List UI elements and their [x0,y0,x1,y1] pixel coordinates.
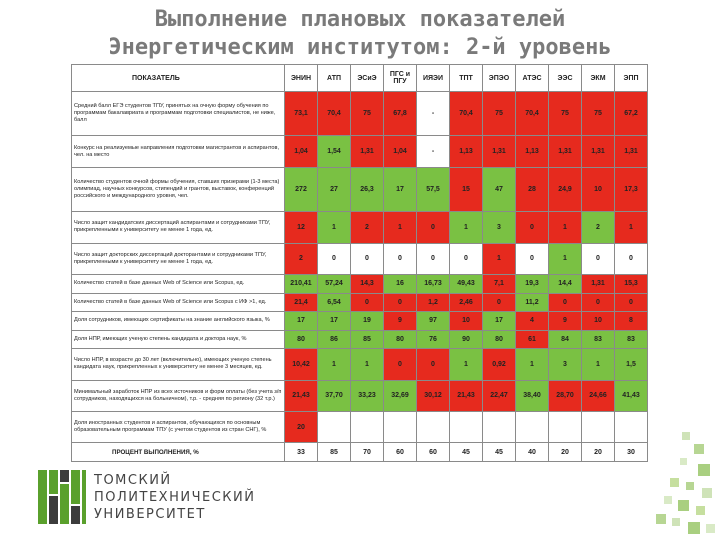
header-col-5: ИЯЭИ [417,65,450,92]
footer-value-cell: 60 [384,443,417,462]
value-cell [318,411,351,442]
university-logo [36,468,88,526]
value-cell: 1 [384,212,417,243]
value-cell: 28,70 [549,380,582,411]
value-cell: 24,66 [582,380,615,411]
value-cell: 0 [483,293,516,312]
value-cell: 3 [549,349,582,380]
value-cell: 28 [516,167,549,211]
value-cell: 97 [417,312,450,331]
value-cell: 0 [318,243,351,274]
value-cell: 86 [318,330,351,349]
header-col-4: ПГС и ПГУ [384,65,417,92]
value-cell: 1,2 [417,293,450,312]
table-row [72,312,648,331]
value-cell: 8 [615,312,648,331]
value-cell: 1,04 [285,136,318,167]
value-cell: 272 [285,167,318,211]
value-cell: 1 [351,349,384,380]
table-row [72,330,648,349]
title-line-2: Энергетическим институтом: 2-й уровень [108,35,612,60]
row-label: Доля НПР, имеющих ученую степень кандидата и доктора наук, % [72,330,285,349]
header-col-10: ЭКМ [582,65,615,92]
value-cell: 2 [285,243,318,274]
value-cell: 80 [285,330,318,349]
value-cell: 4 [516,312,549,331]
value-cell: 9 [549,312,582,331]
value-cell: 1 [318,349,351,380]
value-cell: 75 [483,92,516,136]
value-cell: 2 [351,212,384,243]
value-cell: - [417,92,450,136]
footer-row [72,443,648,462]
value-cell: 210,41 [285,275,318,294]
value-cell [351,411,384,442]
footer-value-cell: 33 [285,443,318,462]
footer-value-cell: 20 [582,443,615,462]
footer-value-cell: 40 [516,443,549,462]
value-cell: 47 [483,167,516,211]
value-cell: 0,92 [483,349,516,380]
value-cell: 17 [285,312,318,331]
value-cell: 17,3 [615,167,648,211]
value-cell: 61 [516,330,549,349]
footer-value-cell: 60 [417,443,450,462]
value-cell: 9 [384,312,417,331]
value-cell: 57,24 [318,275,351,294]
value-cell: 0 [516,212,549,243]
value-cell: 0 [450,243,483,274]
header-col-3: ЭСиЭ [351,65,384,92]
footer-value-cell: 45 [450,443,483,462]
table-row [72,243,648,274]
value-cell: 73,1 [285,92,318,136]
title-line-1: Выполнение плановых показателей [154,7,566,32]
value-cell: 1,5 [615,349,648,380]
value-cell [549,411,582,442]
row-label: Число защит кандидатских диссертаций аспирантами и сотрудниками ТПУ, прикрепленными к университету не менее 1 года, ед. [72,212,285,243]
value-cell: 0 [615,293,648,312]
value-cell: 67,2 [615,92,648,136]
value-cell [483,411,516,442]
value-cell [417,411,450,442]
value-cell: 80 [483,330,516,349]
value-cell: 27 [318,167,351,211]
value-cell: 1 [318,212,351,243]
value-cell [582,411,615,442]
value-cell: 0 [351,243,384,274]
value-cell: 41,43 [615,380,648,411]
row-label: Доля сотрудников, имеющих сертификаты на знание английского языка, % [72,312,285,331]
value-cell: 0 [351,293,384,312]
value-cell: 2,46 [450,293,483,312]
indicators-table-wrap [71,64,647,462]
value-cell: 11,2 [516,293,549,312]
table-row [72,411,648,442]
row-label: Средний балл ЕГЭ студентов ТПУ, принятых на очную форму обучения по программам бакалавриата и программам подготовки специалистов, не ниже, балл [72,92,285,136]
footer-value-cell: 70 [351,443,384,462]
value-cell: 38,40 [516,380,549,411]
value-cell: 21,43 [450,380,483,411]
table-row [72,349,648,380]
value-cell: 1 [549,243,582,274]
table-header-row [72,65,648,92]
footer-value-cell: 30 [615,443,648,462]
university-line-1: ТОМСКИЙ [94,473,172,488]
header-col-1: ЭНИН [285,65,318,92]
university-line-2: ПОЛИТЕХНИЧЕСКИЙ [94,490,256,505]
value-cell: 1,31 [351,136,384,167]
value-cell: 32,69 [384,380,417,411]
value-cell: 70,4 [450,92,483,136]
header-col-6: ТПТ [450,65,483,92]
footer-value-cell: 85 [318,443,351,462]
row-label: Количество студентов очной формы обучения, ставших призерами (1-3 места) олимпиад, научных конкурсов, стипендий и грантов, выставок, конференций российского и международного уровня, чел. [72,167,285,211]
table-body [72,92,648,462]
value-cell: 0 [417,212,450,243]
value-cell: 83 [615,330,648,349]
value-cell: 1,13 [450,136,483,167]
value-cell: 84 [549,330,582,349]
value-cell: 17 [318,312,351,331]
value-cell: 10,42 [285,349,318,380]
table-row [72,92,648,136]
row-label: Количество статей в базе данных Web of Science или Scopus с ИФ >1, ед. [72,293,285,312]
value-cell: 12 [285,212,318,243]
value-cell: 16,73 [417,275,450,294]
decorative-squares [640,430,720,540]
value-cell: 26,3 [351,167,384,211]
value-cell: 1 [516,349,549,380]
value-cell: 1 [483,243,516,274]
value-cell: 17 [384,167,417,211]
value-cell: 0 [417,349,450,380]
value-cell: 20 [285,411,318,442]
value-cell: 75 [549,92,582,136]
header-col-9: ЭЭС [549,65,582,92]
value-cell: 2 [582,212,615,243]
value-cell: 70,4 [516,92,549,136]
value-cell: 19 [351,312,384,331]
header-indicator: ПОКАЗАТЕЛЬ [72,65,285,92]
value-cell: 76 [417,330,450,349]
value-cell: 17 [483,312,516,331]
table-row [72,275,648,294]
value-cell: 22,47 [483,380,516,411]
value-cell: 1,31 [615,136,648,167]
value-cell: 1 [549,212,582,243]
table-row [72,167,648,211]
value-cell: 0 [384,243,417,274]
value-cell: 16 [384,275,417,294]
value-cell: 1,31 [549,136,582,167]
row-label: Конкурс на реализуемые направления подготовки магистрантов и аспирантов, чел. на место [72,136,285,167]
value-cell: 85 [351,330,384,349]
value-cell: 21,43 [285,380,318,411]
value-cell: 1,13 [516,136,549,167]
table-row [72,136,648,167]
value-cell: 37,70 [318,380,351,411]
value-cell: 1,54 [318,136,351,167]
footer-value-cell: 20 [549,443,582,462]
value-cell: 1 [582,349,615,380]
value-cell: 0 [582,243,615,274]
value-cell: 33,23 [351,380,384,411]
value-cell: 70,4 [318,92,351,136]
row-label: Доля иностранных студентов и аспирантов, обучающихся по основным образовательным программам ТПУ (с учетом студентов из стран СНГ), % [72,411,285,442]
value-cell: 75 [351,92,384,136]
value-cell: 67,8 [384,92,417,136]
row-label: Количество статей в базе данных Web of Science или Scopus, ед. [72,275,285,294]
value-cell: 14,3 [351,275,384,294]
value-cell: - [417,136,450,167]
table-row [72,380,648,411]
university-name [94,472,255,523]
value-cell: 21,4 [285,293,318,312]
value-cell [516,411,549,442]
value-cell: 0 [384,349,417,380]
value-cell: 80 [384,330,417,349]
row-label: Число защит докторских диссертаций докторантами и сотрудниками ТПУ, прикрепленными к университету не менее 1 года, ед. [72,243,285,274]
value-cell: 10 [582,167,615,211]
table-row [72,212,648,243]
value-cell: 19,3 [516,275,549,294]
value-cell: 6,54 [318,293,351,312]
value-cell: 1 [450,349,483,380]
value-cell: 0 [549,293,582,312]
value-cell: 1,04 [384,136,417,167]
value-cell: 15,3 [615,275,648,294]
value-cell: 49,43 [450,275,483,294]
value-cell: 90 [450,330,483,349]
value-cell: 30,12 [417,380,450,411]
value-cell: 0 [384,293,417,312]
value-cell: 83 [582,330,615,349]
header-col-7: ЭПЭО [483,65,516,92]
value-cell: 0 [582,293,615,312]
value-cell: 10 [450,312,483,331]
value-cell: 1 [615,212,648,243]
value-cell [450,411,483,442]
value-cell: 3 [483,212,516,243]
header-col-8: АТЭС [516,65,549,92]
row-label: Число НПР, в возрасте до 30 лет (включительно), имеющих ученую степень кандидата наук, прикрепленных к университету не менее 3 месяцев, ед. [72,349,285,380]
header-col-11: ЭПП [615,65,648,92]
value-cell [384,411,417,442]
header-col-2: АТП [318,65,351,92]
footer-value-cell: 45 [483,443,516,462]
indicators-table [71,64,648,462]
value-cell: 57,5 [417,167,450,211]
value-cell: 14,4 [549,275,582,294]
table-row [72,293,648,312]
footer-label: ПРОЦЕНТ ВЫПОЛНЕНИЯ, % [72,443,285,462]
value-cell: 0 [417,243,450,274]
value-cell: 1,31 [582,136,615,167]
value-cell: 75 [582,92,615,136]
value-cell: 0 [615,243,648,274]
value-cell: 1,31 [582,275,615,294]
row-label: Минимальный заработок НПР из всех источников и форм оплаты (без учета з/п сотрудников, находящихся на больничном), т.р. - средняя по региону (32 т.р.) [72,380,285,411]
value-cell: 10 [582,312,615,331]
value-cell: 24,9 [549,167,582,211]
page-title [0,6,720,62]
value-cell: 15 [450,167,483,211]
value-cell: 7,1 [483,275,516,294]
value-cell: 0 [516,243,549,274]
value-cell: 1 [450,212,483,243]
value-cell: 1,31 [483,136,516,167]
university-line-3: УНИВЕРСИТЕТ [94,507,206,522]
